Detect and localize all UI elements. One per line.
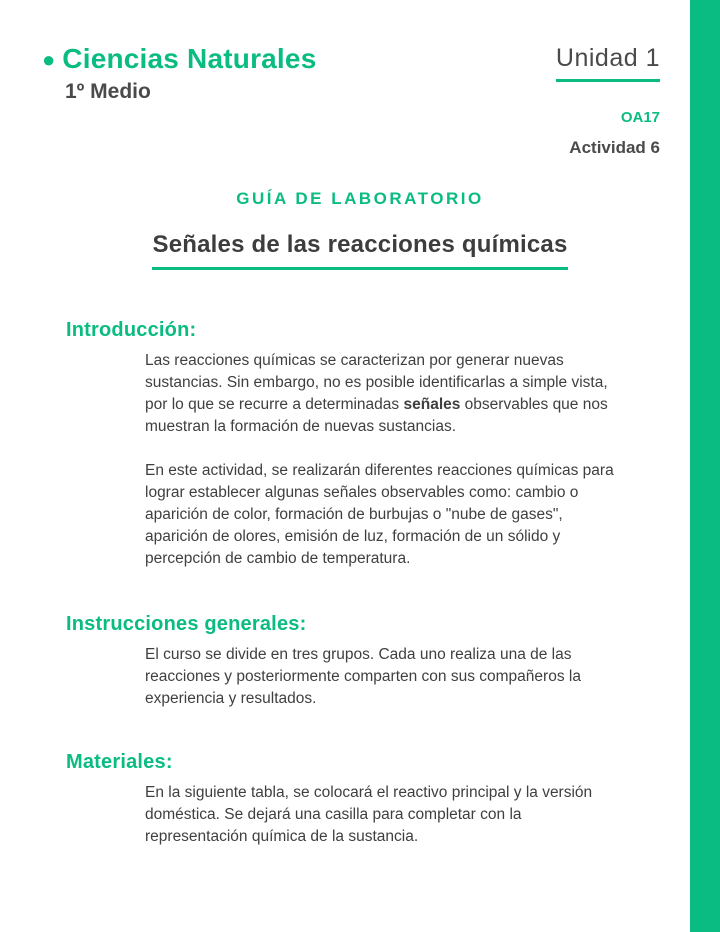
header-brand	[42, 44, 316, 104]
header-meta	[556, 44, 660, 158]
oa-code: OA17	[620, 109, 660, 126]
section-introduccion	[66, 318, 666, 570]
text-line: En este actividad, se realizarán diferentes reacciones químicas para	[145, 462, 614, 479]
materials-paragraph	[145, 782, 650, 848]
unit-label: Unidad 1	[556, 44, 660, 82]
intro-paragraph-2	[145, 460, 650, 570]
text-line: aparición de olores, emisión de luz, formación de un sólido y	[145, 528, 561, 545]
section-heading-instrucciones: Instrucciones generales:	[66, 613, 307, 635]
intro-paragraph-1	[145, 350, 650, 438]
activity-label: Actividad 6	[569, 138, 660, 157]
grade-level: 1º Medio	[65, 80, 151, 103]
text-line: sustancias. Sin embargo, no es posible identificarlas a simple vista,	[145, 374, 608, 391]
text-line: muestran la formación de nuevas sustancias.	[145, 418, 457, 435]
page-title: Señales de las reacciones químicas	[152, 231, 567, 270]
text-line: doméstica. Se dejará una casilla para completar con la	[145, 806, 522, 823]
text-line: El curso se divide en tres grupos. Cada uno realiza una de las	[145, 646, 572, 663]
section-instrucciones	[66, 612, 666, 710]
brand-bullet-icon: ●	[42, 46, 56, 72]
text-line: experiencia y resultados.	[145, 690, 317, 707]
text-segment: observables que nos	[460, 396, 608, 413]
right-accent-bar	[690, 0, 720, 932]
text-segment: por lo que se recurre a determinadas	[145, 396, 404, 413]
text-line: Las reacciones químicas se caracterizan por generar nuevas	[145, 352, 564, 369]
text-line: aparición de color, formación de burbujas o "nube de gases",	[145, 506, 563, 523]
text-line: representación química de la sustancia.	[145, 828, 419, 845]
bold-keyword: señales	[403, 396, 461, 413]
section-heading-materiales: Materiales:	[66, 751, 173, 773]
instructions-paragraph	[145, 644, 650, 710]
text-line: reacciones y posteriormente comparten con sus compañeros la	[145, 668, 581, 685]
main-title-wrap	[0, 231, 720, 270]
text-line	[145, 394, 650, 416]
text-line: lograr establecer algunas señales observables como: cambio o	[145, 484, 579, 501]
text-line: En la siguiente tabla, se colocará el reactivo principal y la versión	[145, 784, 593, 801]
doc-type-title: GUÍA DE LABORATORIO	[236, 189, 484, 208]
subject-title: Ciencias Naturales	[62, 43, 317, 74]
text-line: percepción de cambio de temperatura.	[145, 550, 411, 567]
section-materiales	[66, 750, 666, 848]
section-heading-introduccion: Introducción:	[66, 319, 197, 341]
